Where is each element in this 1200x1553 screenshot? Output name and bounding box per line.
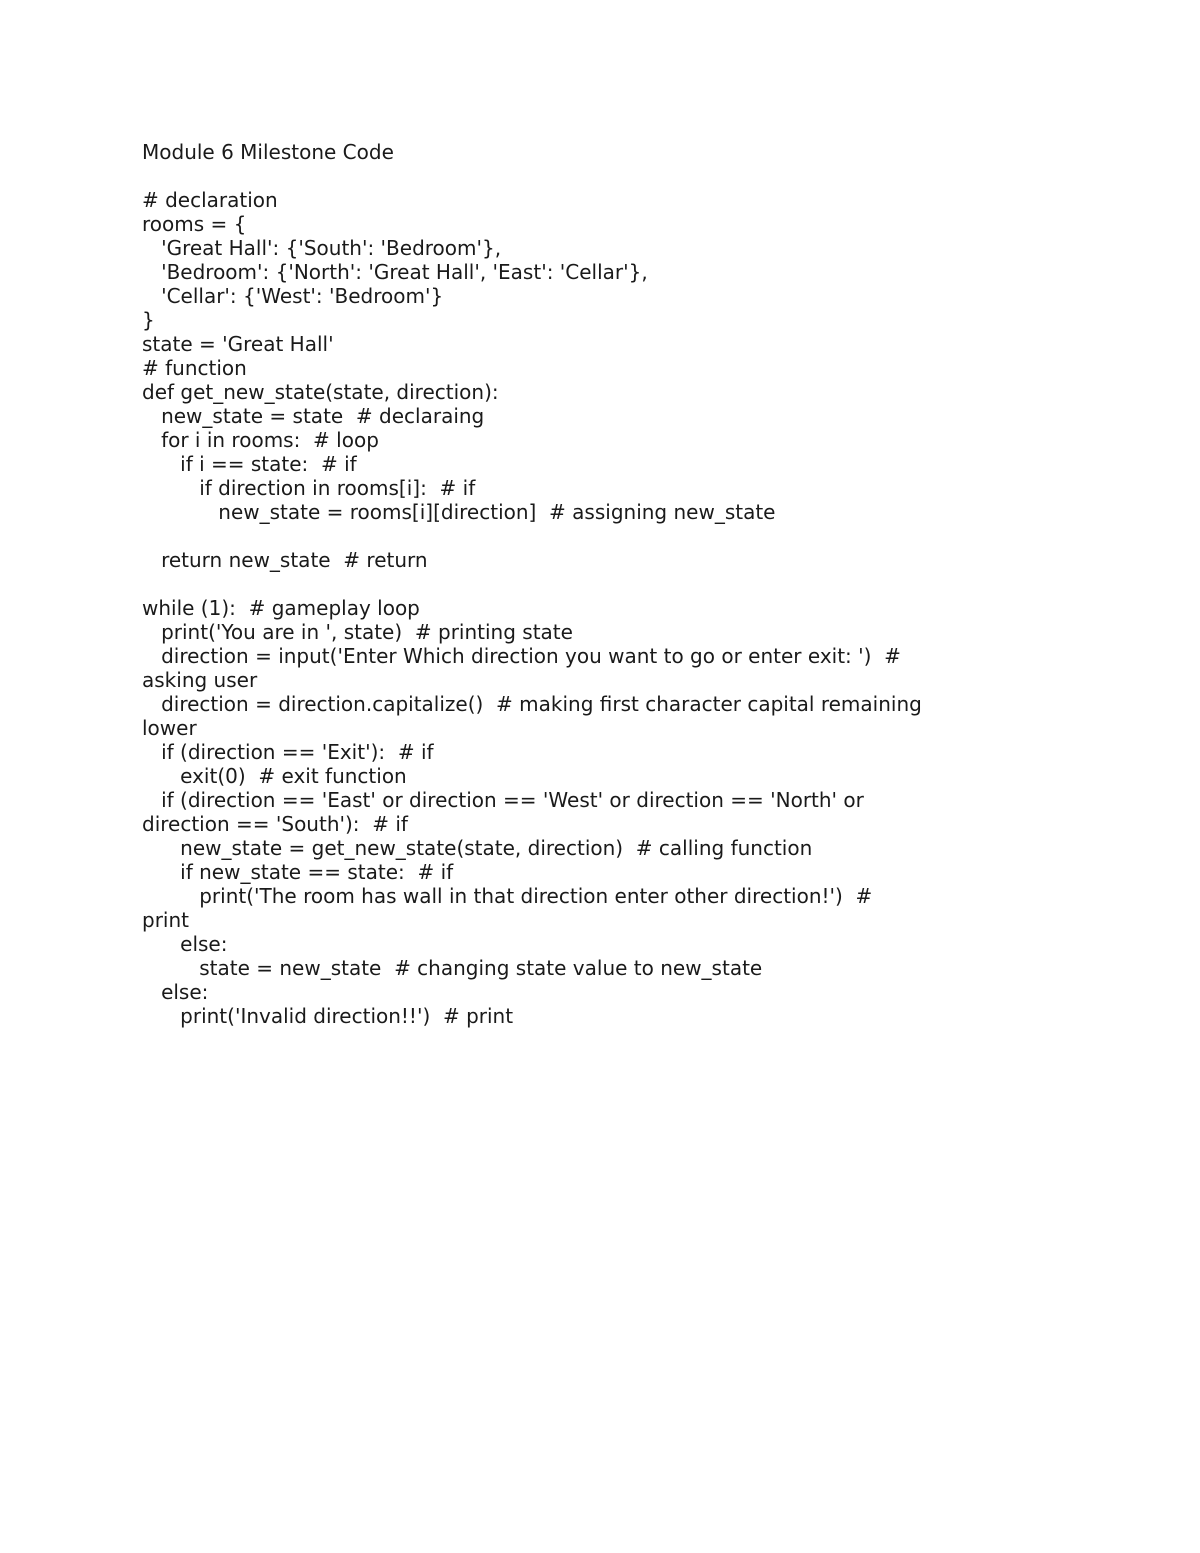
code-line: rooms = { xyxy=(142,212,247,236)
code-line: asking user xyxy=(142,668,258,692)
code-line: if (direction == 'East' or direction == 'West' or direction == 'North' or xyxy=(142,788,864,812)
code-line: if i == state: # if xyxy=(142,452,357,476)
code-line: print('The room has wall in that direction enter other direction!') # xyxy=(142,884,873,908)
title-spacer xyxy=(142,164,1072,188)
code-line: exit(0) # exit function xyxy=(142,764,407,788)
code-line: lower xyxy=(142,716,197,740)
code-line: else: xyxy=(142,980,209,1004)
code-line: print xyxy=(142,908,189,932)
code-line: return new_state # return xyxy=(142,548,428,572)
code-line: 'Great Hall': {'South': 'Bedroom'}, xyxy=(142,236,502,260)
code-line: } xyxy=(142,308,155,332)
code-line: # declaration xyxy=(142,188,278,212)
code-line: new_state = rooms[i][direction] # assigning new_state xyxy=(142,500,776,524)
code-line: new_state = get_new_state(state, direction) # calling function xyxy=(142,836,813,860)
code-line: 'Cellar': {'West': 'Bedroom'} xyxy=(142,284,444,308)
code-line: while (1): # gameplay loop xyxy=(142,596,420,620)
code-line: print('You are in ', state) # printing state xyxy=(142,620,573,644)
document-content xyxy=(142,140,1072,1028)
document-title: Module 6 Milestone Code xyxy=(142,140,394,164)
code-line: # function xyxy=(142,356,247,380)
code-line: new_state = state # declaraing xyxy=(142,404,485,428)
code-line: print('Invalid direction!!') # print xyxy=(142,1004,514,1028)
code-line xyxy=(142,524,1072,548)
code-block xyxy=(142,188,1072,1028)
code-line: if (direction == 'Exit'): # if xyxy=(142,740,434,764)
code-line: def get_new_state(state, direction): xyxy=(142,380,499,404)
code-line: if new_state == state: # if xyxy=(142,860,454,884)
code-line: state = new_state # changing state value to new_state xyxy=(142,956,763,980)
code-line: direction = input('Enter Which direction you want to go or enter exit: ') # xyxy=(142,644,901,668)
code-line: direction == 'South'): # if xyxy=(142,812,408,836)
code-line: else: xyxy=(142,932,228,956)
code-line: direction = direction.capitalize() # making first character capital remaining xyxy=(142,692,922,716)
code-line: 'Bedroom': {'North': 'Great Hall', 'East': 'Cellar'}, xyxy=(142,260,648,284)
code-line: state = 'Great Hall' xyxy=(142,332,334,356)
code-line: if direction in rooms[i]: # if xyxy=(142,476,476,500)
code-line xyxy=(142,572,1072,596)
code-line: for i in rooms: # loop xyxy=(142,428,379,452)
